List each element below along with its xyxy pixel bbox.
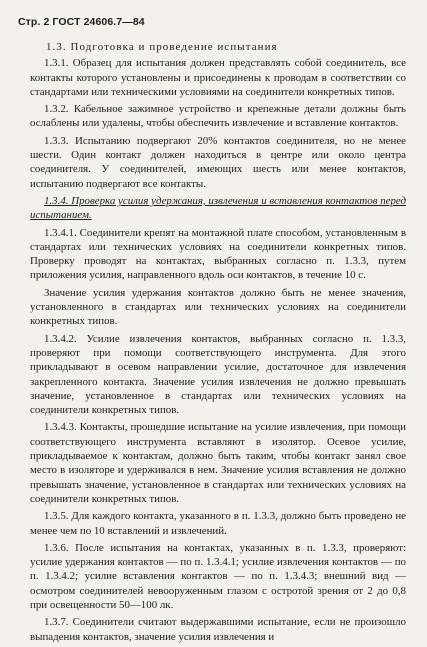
paragraph-1-3-7: 1.3.7. Соединители считают выдержавшими испытание, если не произошло выпадения контактов, значение усилия извлечения и: [30, 616, 406, 643]
paragraph-1-3-6: 1.3.6. После испытания на контактах, указанных в п. 1.3.3, проверяют: усилие удержания контактов — по п. 1.3.4.1; усилие извлечения контактов — по п. 1.3.4.2; усилие вставления контактов — по п. 1.3.4.3; внешний вид — осмотром соединителей невооруженным глазом с остротой зрения от 2 до 0,8 при освещенности 50—100 лк.: [30, 541, 406, 611]
paragraph-1-3-5: 1.3.5. Для каждого контакта, указанного в п. 1.3.3, должно быть проведено не менее чем по 10 вставлений и извлечений.: [30, 510, 406, 537]
paragraph-1-3-1: 1.3.1. Образец для испытания должен представлять собой соединитель, все контакты которого установлены и присоединены к проводам в соответствии со стандартами или техническими условиями на соединители конкретных типов.: [30, 57, 406, 98]
paragraph-1-3-4: 1.3.4. Проверка усилия удержания, извлечения и вставления контактов перед испытанием.: [30, 194, 406, 222]
paragraph-1-3-3: 1.3.3. Испытанию подвергают 20% контактов соединителя, но не менее шести. Один контакт должен находиться в центре или около центра соединителя. У соединителей, имеющих шесть или менее контактов, испытанию подвергают все контакты.: [30, 134, 406, 190]
document-body: [30, 36, 406, 647]
page-header: Стр. 2 ГОСТ 24606.7—84: [18, 16, 145, 28]
paragraph-1-3-4-1: 1.3.4.1. Соединители крепят на монтажной плате способом, установленным в стандартах или технических условиях на соединители конкретных типов. Проверку проводят на контактах, выбранных согласно п. 1.3.3, путем приложения усилия, направленного вдоль оси контактов, в течение 10 с.: [30, 226, 406, 282]
paragraph-retention-value: Значение усилия удержания контактов должно быть не менее значения, установленного в стандартах или технических условиях на соединители конкретных типов.: [30, 286, 406, 328]
paragraph-1-3-4-3: 1.3.4.3. Контакты, прошедшие испытание на усилие извлечения, при помощи соответствующего инструмента вставляют в изолятор. Осевое усилие, прикладываемое к контактам, должно быть таким, чтобы контакт занял свое место в изоляторе и удерживался в нем. Значение усилия вставления не должно превышать значение, установленное в стандартах или технических условиях на соединители конкретных типов.: [30, 421, 406, 505]
section-title: 1.3. Подготовка и проведение испытания: [46, 41, 278, 53]
paragraph-1-3-4-2: 1.3.4.2. Усилие извлечения контактов, выбранных согласно п. 1.3.3, проверяют при помощи соответствующего инструмента. Для этого прикладывают в осевом направлении усилие, достаточное для извлечения закрепленного контакта. Значение усилия извлечения не должно превышать значение, установленное в стандартах или технических условиях на соединители конкретных типов.: [30, 332, 406, 417]
paragraph-1-3-2: 1.3.2. Кабельное зажимное устройство и крепежные детали должны быть ослаблены или удалены, чтобы обеспечить извлечение и вставление контактов.: [30, 103, 406, 130]
